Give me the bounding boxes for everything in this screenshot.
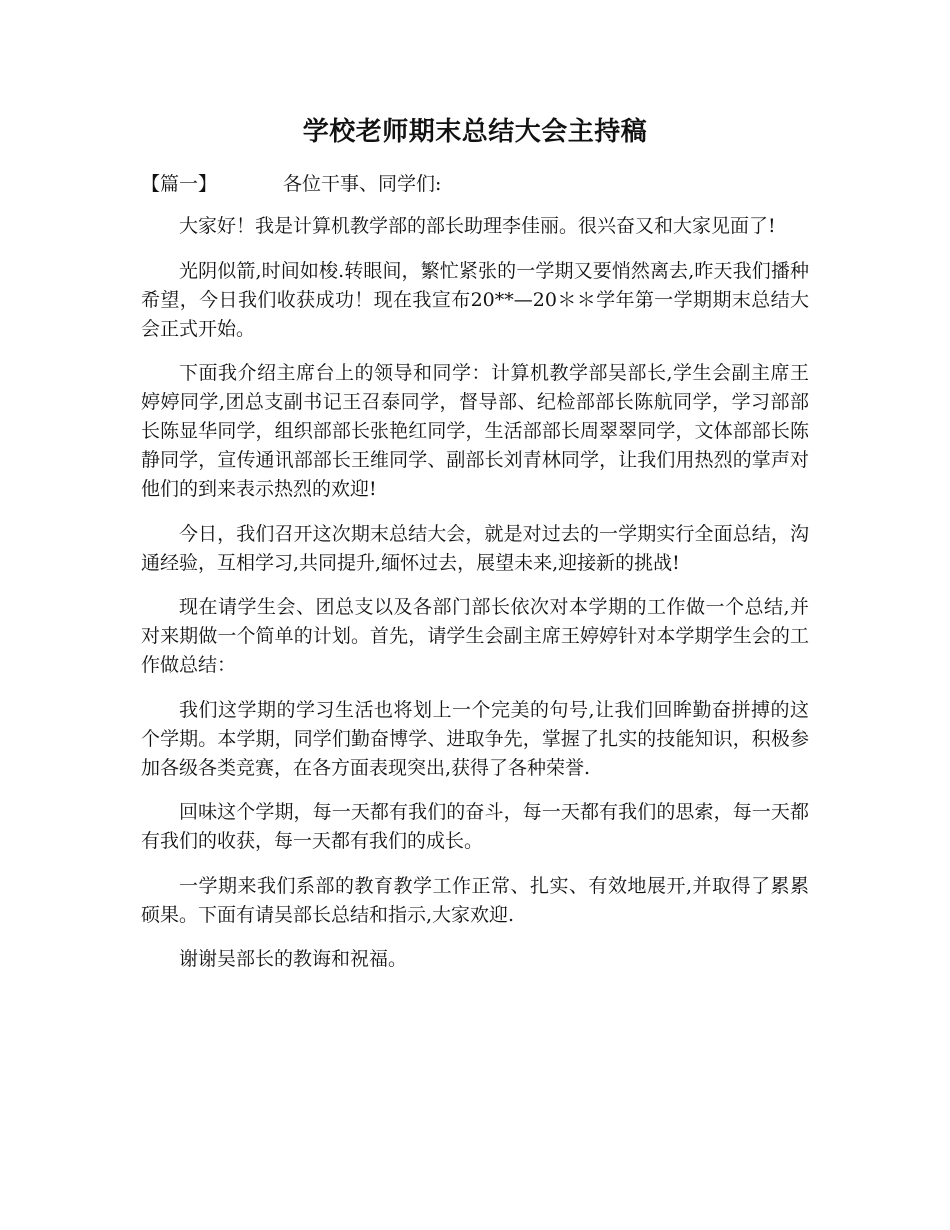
paragraph: 大家好！我是计算机教学部的部长助理李佳丽。很兴奋又和大家见面了! — [179, 215, 776, 237]
section-label: 【篇一】 — [141, 173, 218, 195]
paragraph: 谢谢吴部长的教诲和祝福。 — [179, 948, 408, 970]
section-header — [141, 170, 801, 198]
paragraph: 一学期来我们系部的教育教学工作正常、扎实、有效地展开,并取得了累累硕果。下面有请吴部长总结和指示,大家欢迎. — [141, 874, 809, 926]
document-body — [141, 212, 809, 990]
paragraph: 回味这个学期，每一天都有我们的奋斗，每一天都有我们的思索，每一天都有我们的收获，每一天都有我们的成长。 — [141, 801, 809, 852]
paragraph: 今日，我们召开这次期末总结大会，就是对过去的一学期实行全面总结，沟通经验，互相学习,共同提升,缅怀过去，展望未来,迎接新的挑战! — [141, 522, 809, 574]
document-title: 学校老师期末总结大会主持稿 — [302, 117, 648, 147]
paragraph: 下面我介绍主席台上的领导和同学：计算机教学部吴部长,学生会副主席王婷婷同学,团总支副书记王召泰同学，督导部、纪检部部长陈航同学，学习部部长陈显华同学，组织部部长张艳红同学，生活部部长周翠翠同学，文体部部长陈静同学，宣传通讯部部长王维同学、副部长刘青林同学，让我们用热烈的掌声对他们的到来表示热烈的欢迎! — [141, 362, 809, 500]
paragraph: 现在请学生会、团总支以及各部门部长依次对本学期的工作做一个总结,并对来期做一个简单的计划。首先，请学生会副主席王婷婷针对本学期学生会的工作做总结： — [141, 596, 809, 676]
paragraph: 我们这学期的学习生活也将划上一个完美的句号,让我们回眸勤奋拼搏的这个学期。本学期，同学们勤奋博学、进取争先，掌握了扎实的技能知识，积极参加各级各类竞赛，在各方面表现突出,获得了各种荣誉. — [141, 698, 809, 779]
paragraph: 光阴似箭,时间如梭.转眼间，繁忙紧张的一学期又要悄然离去,昨天我们播种希望，今日我们收获成功！现在我宣布20**—20＊＊学年第一学期期末总结大会正式开始。 — [141, 259, 809, 340]
greeting: 各位干事、同学们: — [283, 173, 442, 195]
